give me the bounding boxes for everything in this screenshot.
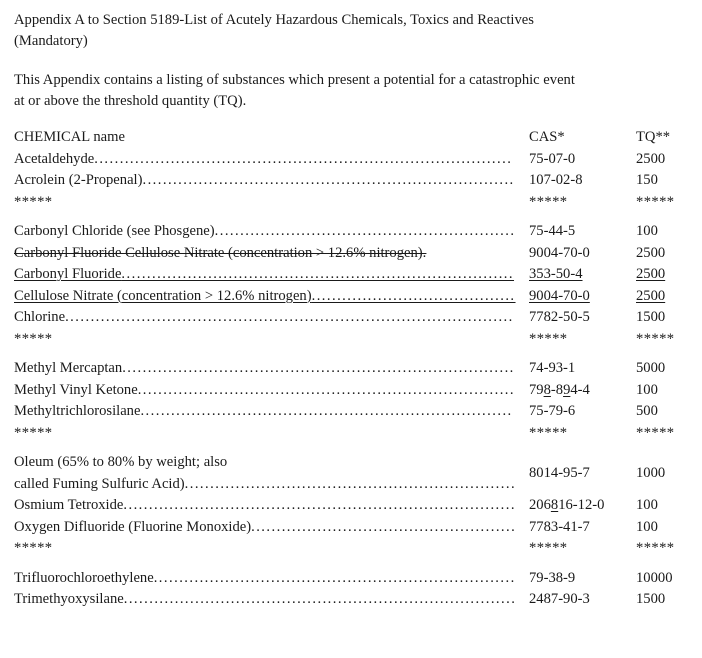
dot-leader: ............................................................................. (122, 360, 515, 376)
dot-leader: ............................................................................. (123, 591, 517, 607)
table-row (14, 401, 688, 423)
dot-leader: .......................................................................... (137, 381, 515, 398)
tq-value: 2500 (636, 150, 666, 167)
tq-value: 500 (636, 403, 658, 419)
cas-cell (529, 149, 636, 171)
dot-leader: ........................................................................................ (65, 309, 514, 325)
chemical-name (14, 358, 529, 380)
chemical-name (14, 517, 529, 539)
tq-cell (636, 307, 688, 329)
column-header-cas: CAS* (529, 129, 565, 145)
chemical-name (14, 264, 529, 286)
title-line-1: Appendix A to Section 5189-List of Acutely Hazardous Chemicals, Toxics and Reactives (14, 12, 534, 28)
gap-cell (14, 213, 688, 221)
chemical-name-text: Trifluorochloroethylene....................................................................... (14, 569, 516, 586)
cas-part: 8 (555, 381, 564, 398)
tq-cell (636, 452, 688, 495)
cas-value: 9004-70-0 (529, 244, 590, 261)
cas-cell (529, 307, 636, 329)
chemical-name (14, 495, 529, 517)
table-row-gap (14, 213, 688, 221)
cas-cell (529, 221, 636, 243)
dot-leader: ....................................................................... (153, 569, 516, 586)
cas-cell (529, 568, 636, 590)
tq-cell (636, 264, 688, 286)
chemical-name (14, 589, 529, 611)
tq-value: 1500 (636, 309, 666, 325)
column-header-tq: TQ** (636, 129, 671, 145)
table-row-separator (14, 423, 688, 445)
chemical-name-text: Cellulose Nitrate (concentration > 12.6% nitrogen)........................................ (14, 287, 516, 304)
cas-value: 2487-90-3 (529, 591, 590, 607)
tq-value: 10000 (636, 569, 673, 586)
chemical-name-text: Carbonyl Fluoride............................................................................. (14, 266, 515, 282)
tq-value: 150 (636, 172, 658, 188)
separator-tq: ***** (636, 193, 675, 210)
separator-tq: ***** (636, 330, 675, 347)
dot-leader: ........................................................... (214, 223, 516, 239)
cas-value (529, 495, 604, 517)
chemical-name (14, 401, 529, 423)
tq-cell (636, 243, 688, 265)
chemical-name (14, 307, 529, 329)
separator-cas: ***** (529, 193, 568, 210)
separator-tq: ***** (636, 540, 675, 556)
cas-cell (529, 170, 636, 192)
table-row (14, 589, 688, 611)
chemical-name (14, 149, 529, 171)
tq-value: 100 (636, 223, 658, 239)
separator-cas: ***** (529, 540, 568, 556)
gap-cell (14, 350, 688, 358)
table-row (14, 149, 688, 171)
cas-cell (529, 452, 636, 495)
table-row-separator (14, 538, 688, 560)
chemical-name (14, 221, 529, 243)
cas-cell (529, 380, 636, 402)
tq-value: 100 (636, 381, 658, 398)
tq-value: 2500 (636, 266, 666, 282)
cas-value: 7783-41-7 (529, 518, 590, 535)
cas-cell (529, 286, 636, 308)
table-row-gap (14, 350, 688, 358)
intro-line-2: at or above the threshold quantity (TQ). (14, 92, 247, 109)
table-row-gap (14, 444, 688, 452)
cas-cell (529, 243, 636, 265)
table-row (14, 286, 688, 308)
cas-part: 206 (529, 497, 551, 513)
cas-value: 107-02-8 (529, 172, 583, 188)
chemical-name-text: Methyltrichlorosilane......................................................................... (14, 403, 513, 419)
tq-value: 100 (636, 518, 658, 535)
table-row (14, 358, 688, 380)
tq-cell (636, 589, 688, 611)
table-header-row (14, 127, 688, 149)
table-row (14, 495, 688, 517)
tq-cell (636, 380, 688, 402)
dot-leader: ........................................ (311, 287, 516, 304)
cas-value: 7782-50-5 (529, 309, 590, 325)
chemical-name (14, 243, 529, 265)
table-row (14, 307, 688, 329)
separator-name: ***** (14, 424, 53, 441)
intro-line-1: This Appendix contains a listing of substances which present a potential for a catastrophic event (14, 72, 575, 88)
tq-cell (636, 221, 688, 243)
chemical-name-text: Methyl Mercaptan............................................................................. (14, 360, 515, 376)
cas-part-underlined: 8 (550, 497, 559, 513)
chemical-name (14, 568, 529, 590)
dot-leader: ......................................................................... (140, 403, 513, 419)
table-row (14, 243, 688, 265)
title-line-2: (Mandatory) (14, 32, 88, 49)
gap-cell (14, 444, 688, 452)
tq-value: 1000 (636, 464, 666, 481)
tq-value: 2500 (636, 287, 666, 304)
chemical-name-text: Osmium Tetroxide............................................................................. (14, 497, 516, 513)
document-title (14, 10, 688, 51)
chemical-name (14, 170, 529, 192)
cas-part: 79 (529, 381, 544, 398)
table-row (14, 221, 688, 243)
dot-leader: .................................................... (251, 518, 517, 535)
separator-cas: ***** (529, 424, 568, 441)
table-row (14, 452, 688, 495)
tq-cell (636, 401, 688, 423)
tq-cell (636, 358, 688, 380)
chemical-name (14, 286, 529, 308)
tq-value: 100 (636, 497, 658, 513)
intro-table-spacer (14, 111, 688, 127)
tq-cell (636, 286, 688, 308)
cas-cell (529, 401, 636, 423)
tq-cell (636, 568, 688, 590)
cas-value: 75-44-5 (529, 223, 576, 239)
chemical-name-text: Carbonyl Chloride (see Phosgene)........................................................... (14, 223, 516, 239)
cas-value: 79-38-9 (529, 569, 576, 586)
separator-tq: ***** (636, 424, 675, 441)
cas-value: 75-79-6 (529, 403, 576, 419)
tq-cell (636, 149, 688, 171)
cas-cell (529, 589, 636, 611)
chemical-name (14, 452, 529, 495)
table-row (14, 568, 688, 590)
chemicals-listing-table (14, 127, 688, 611)
separator-name: ***** (14, 330, 53, 347)
cas-cell (529, 495, 636, 517)
cas-part: 16-12-0 (558, 497, 605, 513)
tq-value: 1500 (636, 591, 666, 607)
cas-value: 75-07-0 (529, 150, 576, 167)
column-header-name: CHEMICAL name (14, 129, 125, 145)
tq-cell (636, 517, 688, 539)
cas-part-underlined: 8 (543, 381, 551, 398)
cas-value (529, 380, 590, 402)
cas-value: 9004-70-0 (529, 287, 590, 304)
cas-value: 74-93-1 (529, 360, 576, 376)
dot-leader: ............................................................................. (123, 497, 516, 513)
gap-cell (14, 560, 688, 568)
tq-value: 5000 (636, 360, 666, 376)
chemical-name-text: Acrolein (2-Propenal)......................................................................... (14, 172, 515, 188)
cas-cell (529, 358, 636, 380)
table-row-gap (14, 560, 688, 568)
table-row-separator (14, 329, 688, 351)
cas-part: - (550, 381, 556, 398)
dot-leader: .................................................................................. (94, 150, 513, 167)
tq-cell (636, 170, 688, 192)
separator-name: ***** (14, 193, 53, 210)
dot-leader: ................................................................. (184, 475, 517, 492)
chemical-name (14, 380, 529, 402)
chemical-name-text: Chlorine........................................................................................ (14, 309, 514, 325)
table-row (14, 517, 688, 539)
table-row (14, 380, 688, 402)
cas-cell (529, 264, 636, 286)
chemical-name-text: Oxygen Difluoride (Fluorine Monoxide).................................................... (14, 518, 517, 535)
table-row-separator (14, 192, 688, 214)
chemical-name-text: Methyl Vinyl Ketone.......................................................................... (14, 381, 515, 398)
cas-cell (529, 517, 636, 539)
chemical-name-line-1: Oleum (65% to 80% by weight; also (14, 454, 228, 470)
dot-leader: ............................................................................. (121, 266, 515, 282)
chemical-name-text: Carbonyl Fluoride Cellulose Nitrate (concentration > 12.6% nitrogen). (14, 244, 427, 261)
table-row (14, 264, 688, 286)
cas-part: 4-4 (570, 381, 590, 398)
dot-leader: ......................................................................... (142, 172, 515, 188)
separator-name: ***** (14, 540, 53, 556)
cas-value: 353-50-4 (529, 266, 583, 282)
table-row (14, 170, 688, 192)
cas-part-underlined: 9 (563, 381, 571, 398)
chemical-name-text: Acetaldehyde.................................................................................. (14, 150, 513, 167)
cas-value: 8014-95-7 (529, 464, 590, 481)
chemical-name-line-2: called Fuming Sulfuric Acid)................................................................. (14, 475, 517, 492)
tq-cell (636, 495, 688, 517)
document-intro (14, 70, 688, 111)
chemical-name-text: Trimethyoxysilane............................................................................. (14, 591, 517, 607)
chemicals-listing-body (14, 127, 688, 611)
separator-cas: ***** (529, 330, 568, 347)
tq-value: 2500 (636, 244, 666, 261)
